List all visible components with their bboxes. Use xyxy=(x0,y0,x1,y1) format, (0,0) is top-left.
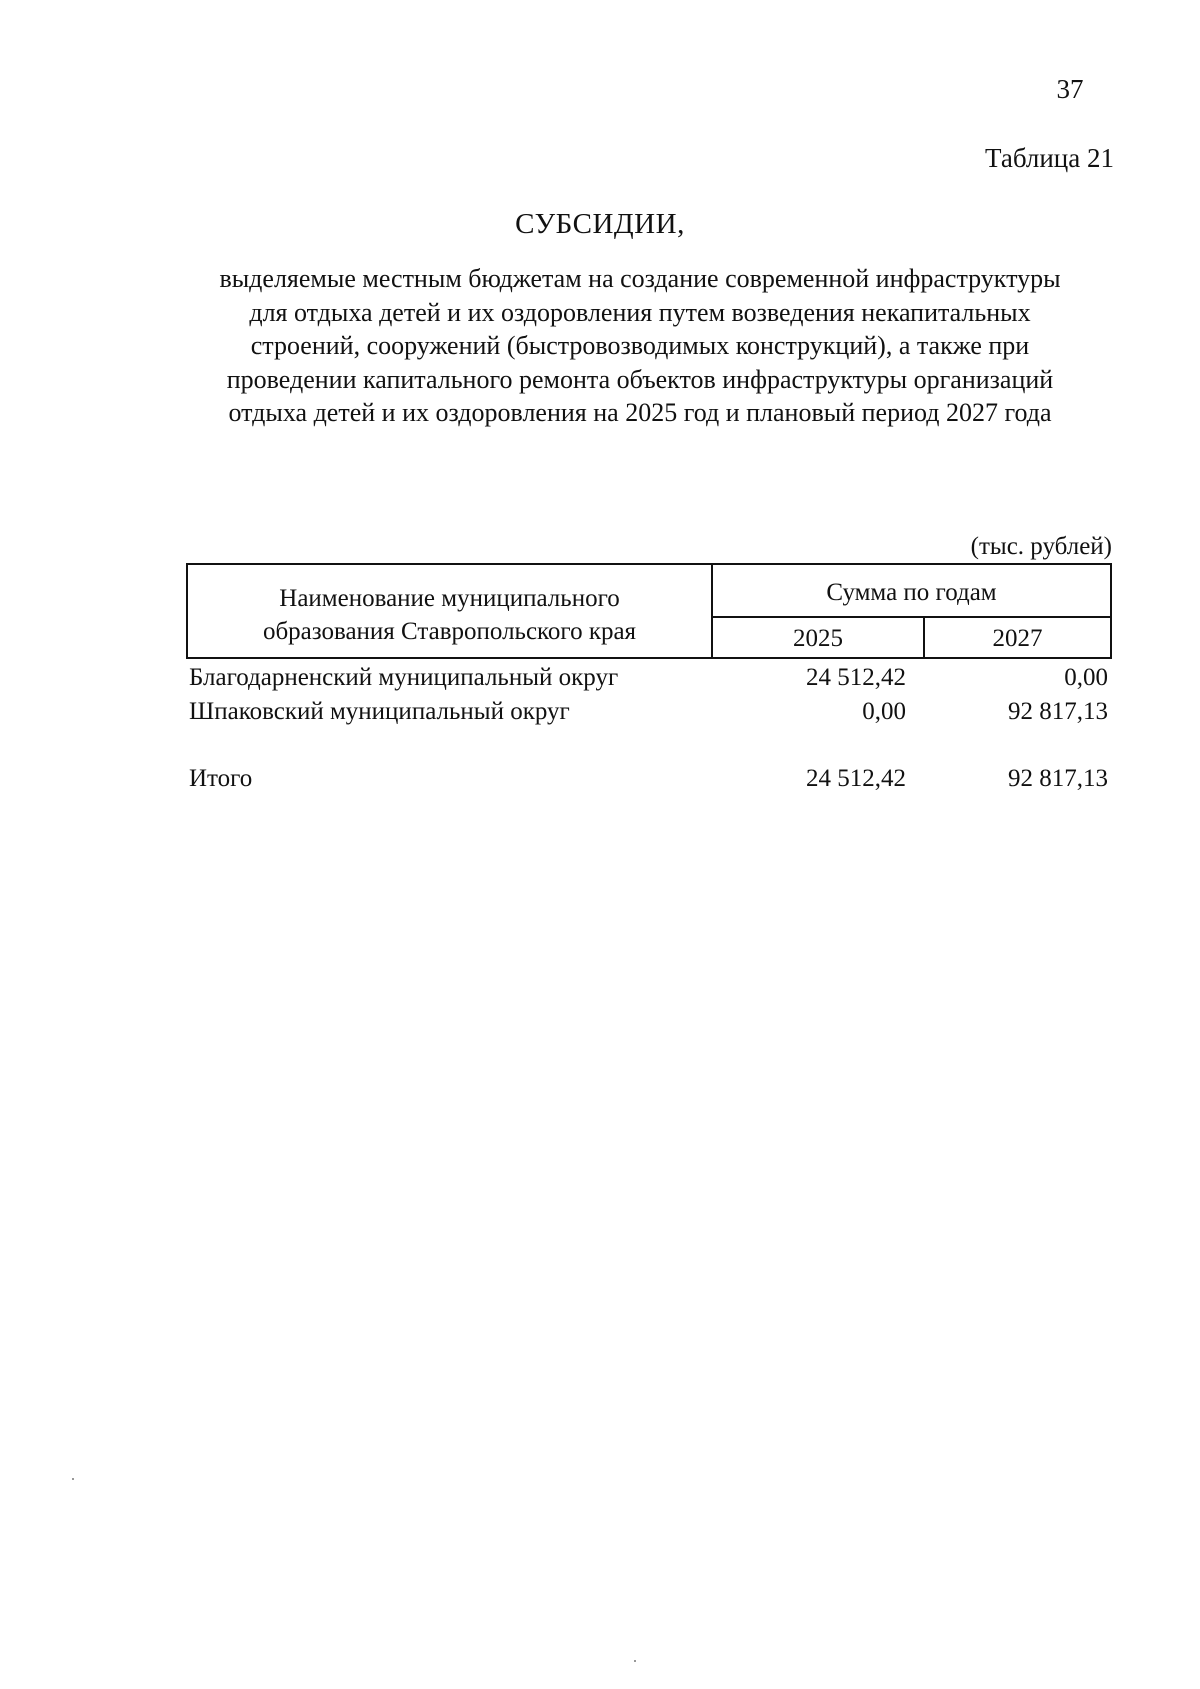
value-2027: 92 817,13 xyxy=(1008,698,1108,725)
table-label: Таблица 21 xyxy=(985,143,1114,173)
subtitle-line: строений, сооружений (быстровозводимых конструкций), а также при xyxy=(250,331,1030,360)
subsidies-table xyxy=(186,563,1112,799)
subtitle-line: проведении капитального ремонта объектов инфраструктуры организаций xyxy=(226,364,1054,394)
scan-speck xyxy=(72,1478,74,1480)
header-municipality-line: образования Ставропольского края xyxy=(262,618,637,645)
table-body xyxy=(186,664,1112,799)
header-year-2025: 2025 xyxy=(713,618,925,659)
table-row xyxy=(186,664,1112,698)
units-note: (тыс. рублей) xyxy=(970,533,1112,560)
subtitle-line: выделяемые местным бюджетам на создание современной инфраструктуры xyxy=(219,264,1061,293)
scan-speck xyxy=(634,1660,636,1662)
subtitle-line: отдыха детей и их оздоровления на 2025 год и плановый период 2027 года xyxy=(228,398,1052,427)
header-municipality-line: Наименование муниципального xyxy=(279,585,620,612)
municipality-name: Благодарненский муниципальный округ xyxy=(189,664,619,691)
value-2025: 0,00 xyxy=(862,698,906,725)
value-2025: 24 512,42 xyxy=(806,664,906,691)
total-label: Итого xyxy=(189,765,253,792)
total-row xyxy=(186,765,1112,799)
page-number: 37 xyxy=(1056,74,1084,104)
table-row xyxy=(186,698,1112,732)
document-subtitle xyxy=(160,262,1120,430)
value-2027: 0,00 xyxy=(1064,664,1108,691)
header-year-2027: 2027 xyxy=(992,625,1043,652)
document-title: СУБСИДИИ, xyxy=(515,208,685,240)
total-2025: 24 512,42 xyxy=(806,765,906,792)
municipality-name: Шпаковский муниципальный округ xyxy=(189,698,570,725)
header-sum-by-years: Сумма по годам xyxy=(713,565,1110,618)
subtitle-line: для отдыха детей и их оздоровления путем возведения некапитальных xyxy=(249,297,1031,327)
table-header xyxy=(186,563,1112,659)
total-2027: 92 817,13 xyxy=(1008,765,1108,792)
header-municipality xyxy=(188,565,713,659)
